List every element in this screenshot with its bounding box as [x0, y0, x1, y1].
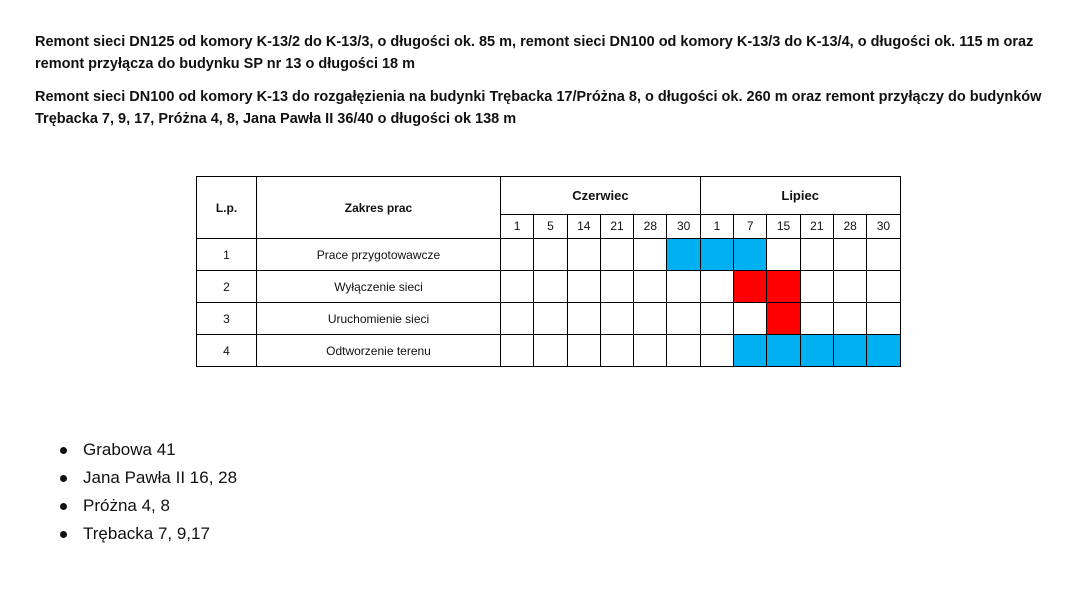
day-header: 30 — [667, 214, 700, 238]
schedule-cell — [700, 303, 733, 335]
schedule-cell — [800, 271, 833, 303]
header-scope: Zakres prac — [257, 177, 501, 239]
schedule-cell — [534, 271, 567, 303]
blue-schedule-cell — [667, 239, 700, 271]
address-list — [58, 436, 237, 548]
schedule-cell — [700, 335, 733, 367]
day-header: 28 — [634, 214, 667, 238]
blue-schedule-cell — [867, 335, 900, 367]
blue-schedule-cell — [700, 239, 733, 271]
schedule-cell — [567, 239, 600, 271]
day-header: 28 — [833, 214, 866, 238]
task-lp: 3 — [197, 303, 257, 335]
blue-schedule-cell — [767, 335, 800, 367]
day-header: 7 — [734, 214, 767, 238]
schedule-cell — [600, 335, 633, 367]
schedule-cell — [634, 303, 667, 335]
schedule-cell — [634, 239, 667, 271]
task-row — [197, 239, 901, 271]
schedule-cell — [767, 239, 800, 271]
schedule-cell — [567, 335, 600, 367]
schedule-cell — [534, 303, 567, 335]
task-lp: 1 — [197, 239, 257, 271]
day-header: 21 — [600, 214, 633, 238]
schedule-cell — [667, 335, 700, 367]
header-lp: L.p. — [197, 177, 257, 239]
task-name: Wyłączenie sieci — [257, 271, 501, 303]
description-paragraph-2: Remont sieci DN100 od komory K-13 do rozgałęzienia na budynki Trębacka 17/Próżna 8, o długości ok. 260 m oraz remont przyłączy do budynków Trębacka 7, 9, 17, Próżna 4, 8, Jana Pawła II 36/40 o długości ok 138 m — [35, 89, 1042, 127]
task-row — [197, 271, 901, 303]
address-item: Jana Pawła II 16, 28 — [58, 464, 237, 492]
blue-schedule-cell — [734, 335, 767, 367]
schedule-cell — [833, 271, 866, 303]
day-header: 15 — [767, 214, 800, 238]
schedule-cell — [600, 239, 633, 271]
schedule-cell — [600, 303, 633, 335]
schedule-cell — [534, 239, 567, 271]
task-name: Odtworzenie terenu — [257, 335, 501, 367]
schedule-cell — [867, 303, 900, 335]
schedule-cell — [567, 271, 600, 303]
address-item: Trębacka 7, 9,17 — [58, 520, 237, 548]
schedule-cell — [501, 271, 534, 303]
schedule-cell — [634, 271, 667, 303]
schedule-cell — [600, 271, 633, 303]
task-lp: 2 — [197, 271, 257, 303]
day-header: 5 — [534, 214, 567, 238]
task-name: Prace przygotowawcze — [257, 239, 501, 271]
schedule-cell — [501, 239, 534, 271]
blue-schedule-cell — [800, 335, 833, 367]
red-schedule-cell — [767, 271, 800, 303]
month-header: Lipiec — [700, 177, 900, 215]
task-name: Uruchomienie sieci — [257, 303, 501, 335]
task-row — [197, 335, 901, 367]
day-header: 1 — [700, 214, 733, 238]
schedule-cell — [734, 303, 767, 335]
schedule-cell — [800, 239, 833, 271]
blue-schedule-cell — [833, 335, 866, 367]
schedule-cell — [867, 239, 900, 271]
address-item: Próżna 4, 8 — [58, 492, 237, 520]
schedule-cell — [700, 271, 733, 303]
task-lp: 4 — [197, 335, 257, 367]
schedule-cell — [534, 335, 567, 367]
schedule-cell — [634, 335, 667, 367]
red-schedule-cell — [734, 271, 767, 303]
schedule-cell — [667, 271, 700, 303]
day-header: 21 — [800, 214, 833, 238]
schedule-cell — [833, 239, 866, 271]
red-schedule-cell — [767, 303, 800, 335]
schedule-cell — [567, 303, 600, 335]
schedule-cell — [867, 271, 900, 303]
schedule-cell — [667, 303, 700, 335]
schedule-table — [196, 176, 901, 367]
day-header: 1 — [501, 214, 534, 238]
description-paragraph-1: Remont sieci DN125 od komory K-13/2 do K-13/3, o długości ok. 85 m, remont sieci DN100 od komory K-13/3 do K-13/4, o długości ok. 115 m oraz remont przyłącza do budynku SP nr 13 o długości 18 m — [35, 34, 1034, 72]
day-header: 30 — [867, 214, 900, 238]
address-item: Grabowa 41 — [58, 436, 237, 464]
schedule-cell — [833, 303, 866, 335]
blue-schedule-cell — [734, 239, 767, 271]
schedule-cell — [800, 303, 833, 335]
schedule-cell — [501, 335, 534, 367]
schedule-cell — [501, 303, 534, 335]
day-header: 14 — [567, 214, 600, 238]
task-row — [197, 303, 901, 335]
month-header: Czerwiec — [501, 177, 701, 215]
